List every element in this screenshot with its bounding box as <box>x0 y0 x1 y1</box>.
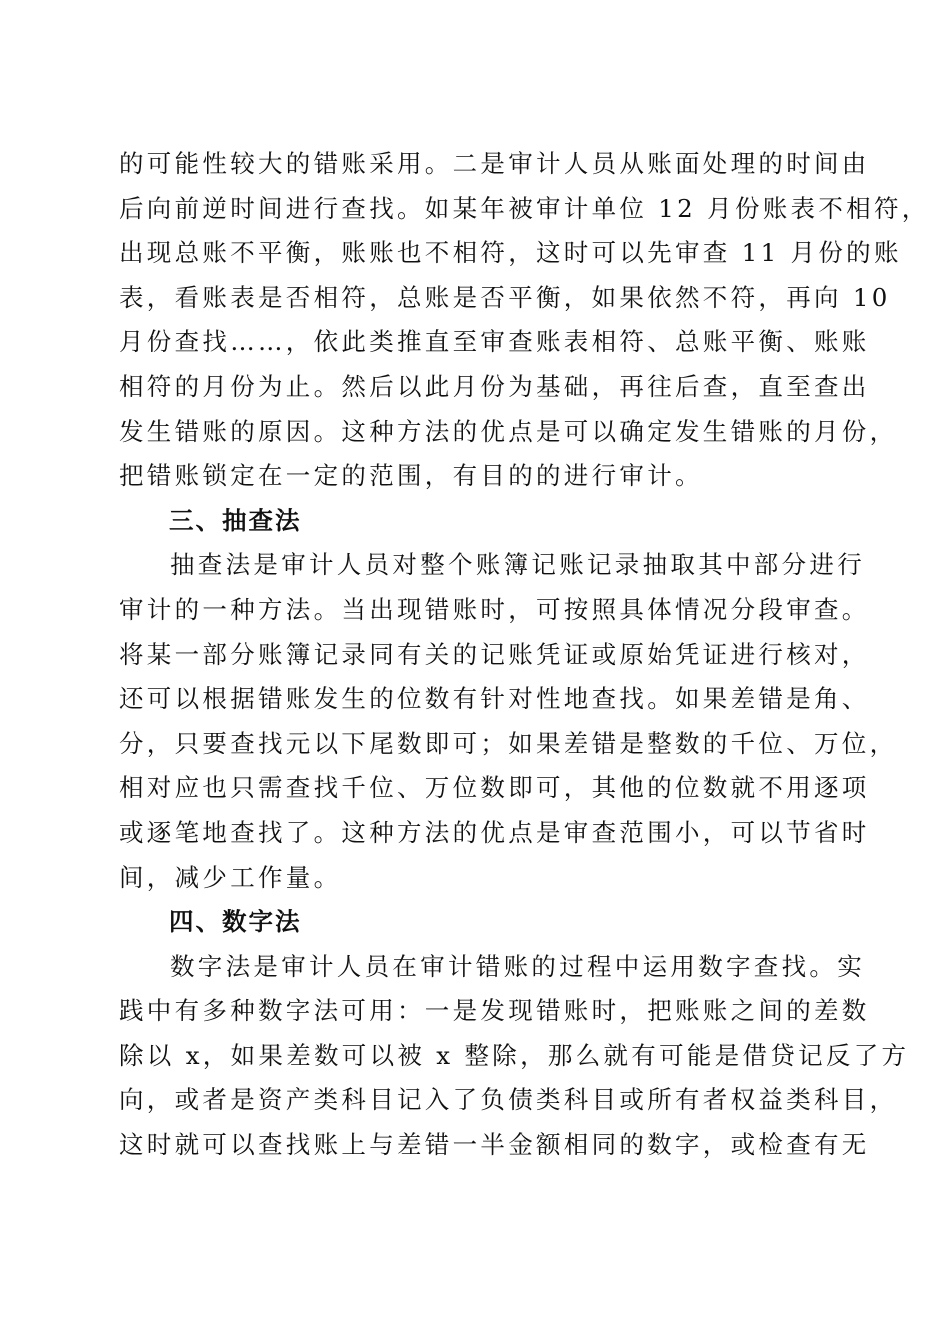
text-line: 审计的一种方法。当出现错账时，可按照具体情况分段审查。 <box>119 594 870 624</box>
paragraph-continued <box>119 142 930 499</box>
text-line: 的可能性较大的错账采用。二是审计人员从账面处理的时间由 <box>119 149 870 178</box>
section-heading: 三、抽查法 <box>169 505 302 535</box>
text-line: 分，只要查找元以下尾数即可；如果差错是整数的千位、万位， <box>119 728 898 758</box>
section-sampling-method <box>119 499 898 900</box>
text-line: 相对应也只需查找千位、万位数即可，其他的位数就不用逐项 <box>119 773 870 803</box>
text-line: 向，或者是资产类科目记入了负债类科目或所有者权益类科目， <box>119 1085 898 1115</box>
text-line: 表，看账表是否相符，总账是否平衡，如果依然不符，再向 10 <box>119 282 891 312</box>
text-line: 把错账锁定在一定的范围，有目的的进行审计。 <box>119 461 703 491</box>
text-line: 践中有多种数字法可用：一是发现错账时，把账账之间的差数 <box>119 996 870 1026</box>
text-line: 出现总账不平衡，账账也不相符，这时可以先审查 11 月份的账 <box>119 238 902 268</box>
text-line: 或逐笔地查找了。这种方法的优点是审查范围小，可以节省时 <box>119 817 870 847</box>
text-line: 间，减少工作量。 <box>119 862 342 892</box>
text-line: 相符的月份为止。然后以此月份为基础，再往后查，直至查出 <box>119 371 870 401</box>
text-line: 抽查法是审计人员对整个账簿记账记录抽取其中部分进行 <box>170 550 865 580</box>
document-body <box>119 142 930 1168</box>
text-line: 还可以根据错账发生的位数有针对性地查找。如果差错是角、 <box>119 684 870 714</box>
text-line: 将某一部分账簿记录同有关的记账凭证或原始凭证进行核对， <box>119 639 870 669</box>
section-numeric-method <box>119 900 910 1168</box>
text-line: 这时就可以查找账上与差错一半金额相同的数字，或检查有无 <box>119 1130 870 1160</box>
text-line: 月份查找……，依此类推直至审查账表相符、总账平衡、账账 <box>119 327 870 357</box>
text-line: 发生错账的原因。这种方法的优点是可以确定发生错账的月份， <box>119 416 898 446</box>
text-line: 后向前逆时间进行查找。如某年被审计单位 12 月份账表不相符， <box>119 193 930 223</box>
section-heading: 四、数字法 <box>169 907 302 937</box>
text-line: 除以 x，如果差数可以被 x 整除，那么就有可能是借贷记反了方 <box>119 1040 910 1070</box>
text-line: 数字法是审计人员在审计错账的过程中运用数字查找。实 <box>170 951 865 981</box>
